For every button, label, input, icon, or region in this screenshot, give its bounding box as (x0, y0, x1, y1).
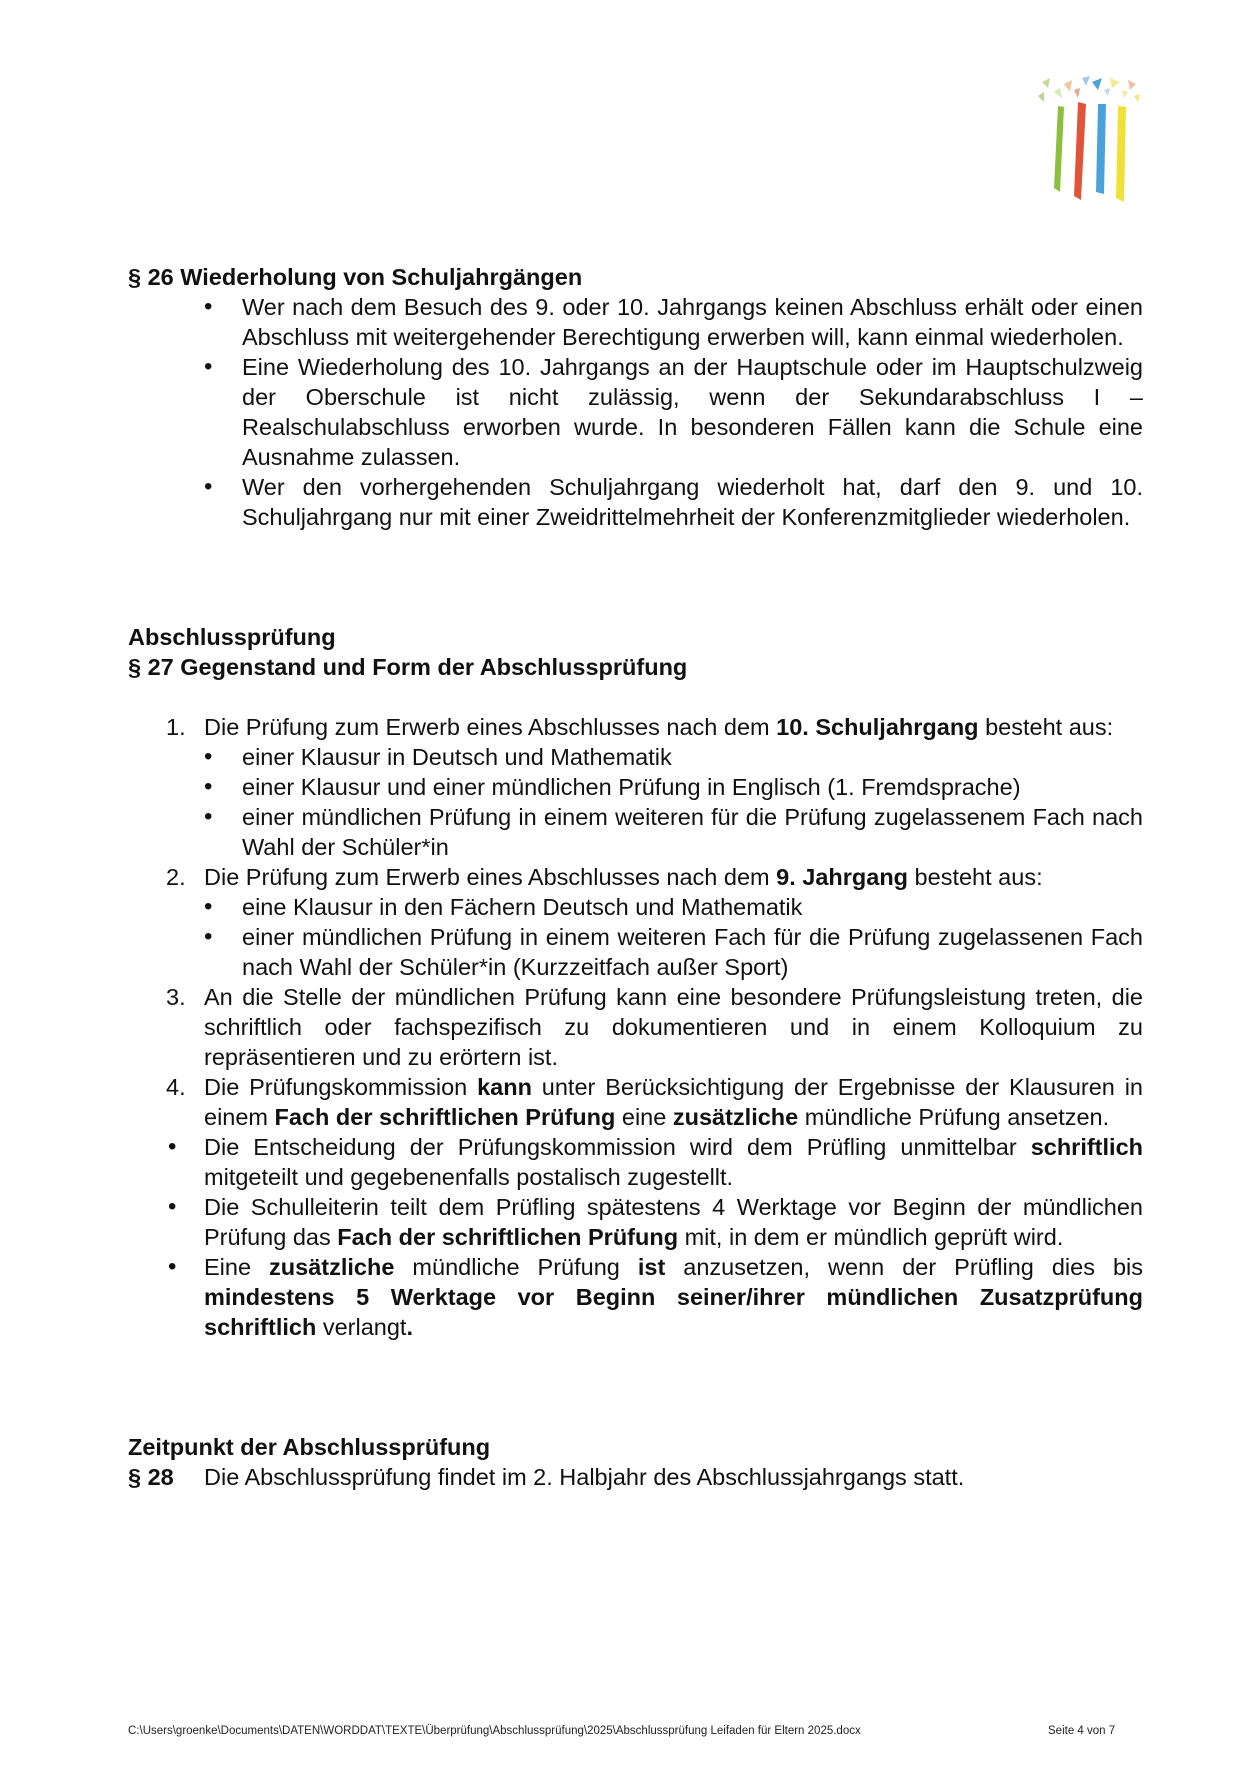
list-item: • Eine zusätzliche mündliche Prüfung ist anzusetzen, wenn der Prüfling dies bis mindestens 5 Werktage vor Beginn seiner/ihrer mündlichen Zusatzprüfung schriftlich verlangt. (128, 1252, 1143, 1342)
numbered-item: 4. Die Prüfungskommission kann unter Berücksichtigung der Ergebnisse der Klausuren in einem Fach der schriftlichen Prüfung eine zusätzliche mündliche Prüfung ansetzen. (166, 1074, 1143, 1130)
section-heading: § 26 Wiederholung von Schuljahrgängen (128, 264, 583, 290)
file-path: C:\Users\groenke\Documents\DATEN\WORDDAT\TEXTE\Überprüfung\Abschlussprüfung\2025\Abschlussprüfung Leifaden für Eltern 2025.docx (128, 1725, 861, 1737)
list-item: • einer Klausur und einer mündlichen Prüfung in Englisch (1. Fremdsprache) (204, 772, 1143, 802)
school-logo (1036, 74, 1148, 202)
item-number: 4. (166, 1074, 186, 1100)
section-title: Zeitpunkt der Abschlussprüfung (128, 1434, 491, 1460)
list-item: • Die Schulleiterin teilt dem Prüfling spätestens 4 Werktage vor Beginn der mündlichen Prüfung das Fach der schriftlichen Prüfung mit, in dem er mündlich geprüft wird. (128, 1192, 1143, 1252)
section-28 (128, 1432, 1143, 1492)
list-item: • einer Klausur in Deutsch und Mathematik (204, 742, 1143, 772)
paragraph-label: § 28 (128, 1464, 174, 1490)
section-title: Abschlussprüfung (128, 624, 336, 650)
list-item: • Die Entscheidung der Prüfungskommission wird dem Prüfling unmittelbar schriftlich mitgeteilt und gegebenenfalls postalisch zugestellt. (128, 1132, 1143, 1192)
list-item: • einer mündlichen Prüfung in einem weiteren für die Prüfung zugelassenem Fach nach Wahl der Schüler*in (204, 802, 1143, 862)
item-number: 2. (166, 864, 186, 890)
numbered-item: 3. An die Stelle der mündlichen Prüfung kann eine besondere Prüfungsleistung treten, die schriftlich oder fachspezifisch zu dokumentieren und in einem Kolloquium zu repräsentieren und zu erörtern ist. (166, 984, 1143, 1070)
section-26 (128, 262, 1143, 532)
list-item: • Eine Wiederholung des 10. Jahrgangs an der Hauptschule oder im Hauptschulzweig der Oberschule ist nicht zulässig, wenn der Sekundarabschluss I – Realschulabschluss erworben wurde. In besonderen Fällen kann die Schule eine Ausnahme zulassen. (128, 352, 1143, 472)
document-body (128, 262, 1143, 1492)
list-item: • Wer den vorhergehenden Schuljahrgang wiederholt hat, darf den 9. und 10. Schuljahrgang nur mit einer Zweidrittelmehrheit der Konferenzmitglieder wiederholen. (128, 472, 1143, 532)
item-number: 1. (166, 714, 186, 740)
page-number: Seite 4 von 7 (1048, 1725, 1116, 1737)
list-item: • Wer nach dem Besuch des 9. oder 10. Jahrgangs keinen Abschluss erhält oder einen Abschluss mit weitergehender Berechtigung erwerben will, kann einmal wiederholen. (128, 292, 1143, 352)
numbered-item: 1. Die Prüfung zum Erwerb eines Abschlusses nach dem 10. Schuljahrgang besteht aus: • einer Klausur in Deutsch und Mathematik • einer Klausur und einer mündlichen Prüfung in Englisch (1. Fremdsprache) • einer mündlichen Prüfung in einem weiteren für die Prüfung zugelassenem Fach nach Wahl der Schüler*in (128, 712, 1143, 862)
list-item: • eine Klausur in den Fächern Deutsch und Mathematik (204, 892, 1143, 922)
list-item: • einer mündlichen Prüfung in einem weiteren Fach für die Prüfung zugelassenen Fach nach Wahl der Schüler*in (Kurzzeitfach außer Sport) (204, 922, 1143, 982)
item-number: 3. (166, 984, 186, 1010)
section-27 (128, 622, 1143, 1342)
paragraph-text: Die Abschlussprüfung findet im 2. Halbjahr des Abschlussjahrgangs statt. (204, 1464, 965, 1490)
numbered-item: 2. Die Prüfung zum Erwerb eines Abschlusses nach dem 9. Jahrgang besteht aus: • eine Klausur in den Fächern Deutsch und Mathematik • einer mündlichen Prüfung in einem weiteren Fach für die Prüfung zugelassenen Fach nach Wahl der Schüler*in (Kurzzeitfach außer Sport) (128, 862, 1143, 982)
section-heading: § 27 Gegenstand und Form der Abschlussprüfung (128, 654, 688, 680)
